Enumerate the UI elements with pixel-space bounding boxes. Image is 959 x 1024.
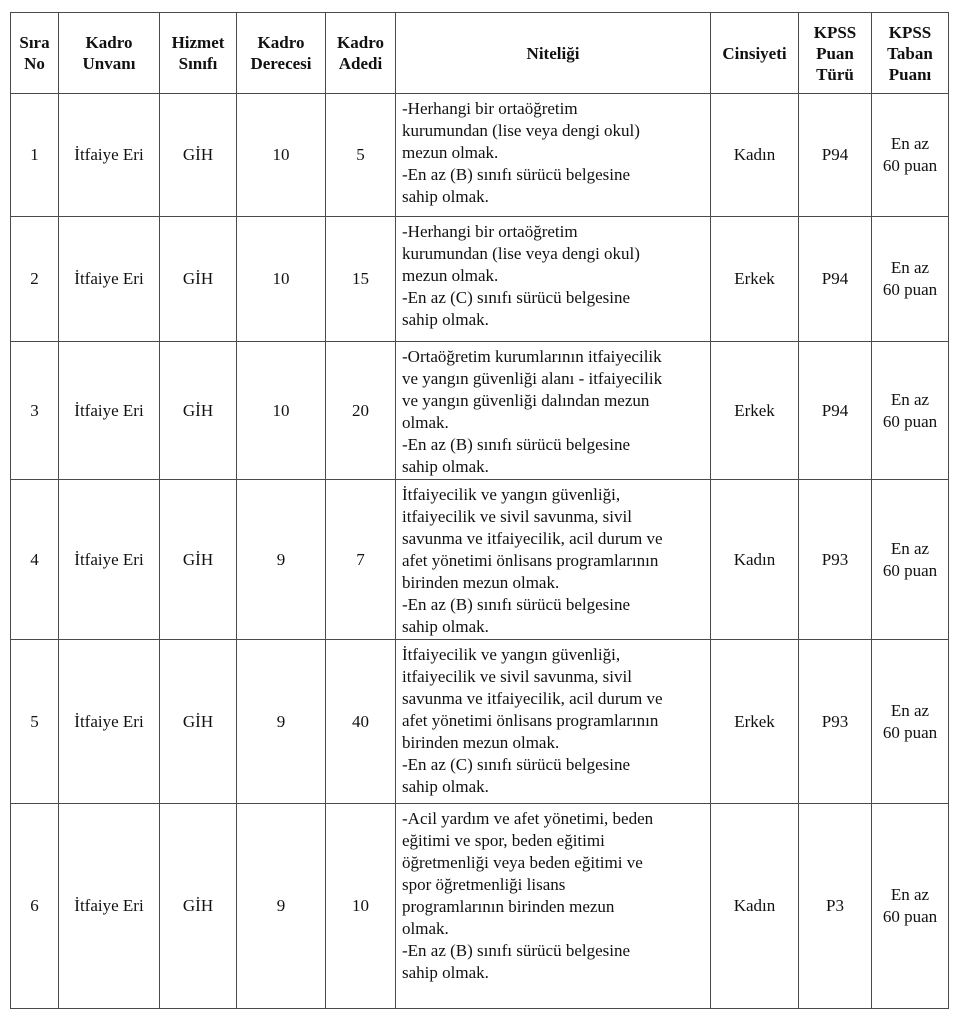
niteligi-line: itfaiyecilik ve sivil savunma, sivil [402, 667, 632, 686]
cell-kadro-adedi: 10 [326, 804, 396, 1009]
niteligi-line: -En az (C) sınıfı sürücü belgesine [402, 755, 631, 774]
header-row [11, 13, 949, 94]
niteligi-line: ve yangın güvenliği dalından mezun [402, 391, 650, 410]
cell-hizmet-sinifi: GİH [160, 480, 237, 640]
niteligi-line: afet yönetimi önlisans programlarının [402, 551, 659, 570]
header-niteligi: Niteliği [396, 13, 711, 94]
taban-puani-line: En az [890, 885, 930, 904]
cell-hizmet-sinifi: GİH [160, 217, 237, 342]
niteligi-line: birinden mezun olmak. [402, 733, 560, 752]
cell-sira-no: 6 [11, 804, 59, 1009]
cell-niteligi [396, 804, 711, 1009]
cell-kadro-unvani: İtfaiye Eri [59, 342, 160, 480]
niteligi-line: savunma ve itfaiyecilik, acil durum ve [402, 689, 663, 708]
cell-cinsiyeti: Erkek [711, 342, 799, 480]
cell-cinsiyeti: Kadın [711, 804, 799, 1009]
cell-sira-no: 3 [11, 342, 59, 480]
niteligi-line: sahip olmak. [402, 457, 489, 476]
niteligi-line: -En az (C) sınıfı sürücü belgesine [402, 288, 631, 307]
taban-puani-line: 60 puan [882, 411, 938, 431]
niteligi-line: programlarının birinden mezun [402, 897, 615, 916]
table-row [11, 342, 949, 480]
niteligi-line: -En az (B) sınıfı sürücü belgesine [402, 595, 631, 614]
table-row [11, 640, 949, 804]
taban-puani-line: En az [890, 134, 930, 153]
cell-kpss-taban-puani [872, 94, 949, 217]
cell-kadro-adedi: 7 [326, 480, 396, 640]
cell-kadro-adedi: 5 [326, 94, 396, 217]
header-kpss-puan-turu: KPSS Puan Türü [799, 13, 872, 94]
taban-puani-line: En az [890, 700, 930, 720]
cell-niteligi [396, 217, 711, 342]
niteligi-line: ve yangın güvenliği alanı - itfaiyecilik [402, 369, 663, 388]
cell-kadro-derecesi: 9 [237, 480, 326, 640]
cell-kadro-derecesi: 9 [237, 804, 326, 1009]
niteligi-line: -En az (B) sınıfı sürücü belgesine [402, 941, 631, 960]
table-row [11, 94, 949, 217]
cell-kpss-taban-puani [872, 480, 949, 640]
niteligi-line: öğretmenliği veya beden eğitimi ve [402, 853, 643, 872]
niteligi-line: sahip olmak. [402, 187, 489, 206]
header-kadro-adedi: Kadro Adedi [326, 13, 396, 94]
cell-kadro-derecesi: 10 [237, 94, 326, 217]
cell-kadro-unvani: İtfaiye Eri [59, 804, 160, 1009]
cell-kadro-unvani: İtfaiye Eri [59, 640, 160, 804]
taban-puani-line: 60 puan [882, 280, 938, 299]
kadro-table [10, 12, 949, 1009]
cell-sira-no: 5 [11, 640, 59, 804]
cell-sira-no: 4 [11, 480, 59, 640]
header-kadro-derecesi: Kadro Derecesi [237, 13, 326, 94]
niteligi-line: kurumundan (lise veya dengi okul) [402, 244, 640, 263]
cell-cinsiyeti: Kadın [711, 480, 799, 640]
header-cinsiyeti: Cinsiyeti [711, 13, 799, 94]
niteligi-line: İtfaiyecilik ve yangın güvenliği, [402, 485, 621, 504]
niteligi-line: mezun olmak. [402, 266, 499, 285]
table-row [11, 217, 949, 342]
cell-sira-no: 1 [11, 94, 59, 217]
cell-kpss-puan-turu: P3 [799, 804, 872, 1009]
cell-cinsiyeti: Erkek [711, 640, 799, 804]
niteligi-line: eğitimi ve spor, beden eğitimi [402, 831, 605, 850]
cell-hizmet-sinifi: GİH [160, 342, 237, 480]
niteligi-line: sahip olmak. [402, 777, 489, 796]
niteligi-line: -En az (B) sınıfı sürücü belgesine [402, 435, 631, 454]
taban-puani-line: En az [890, 258, 930, 277]
header-sira-no: Sıra No [11, 13, 59, 94]
cell-kadro-unvani: İtfaiye Eri [59, 217, 160, 342]
cell-niteligi [396, 640, 711, 804]
cell-hizmet-sinifi: GİH [160, 804, 237, 1009]
cell-kadro-derecesi: 10 [237, 217, 326, 342]
cell-kadro-derecesi: 10 [237, 342, 326, 480]
cell-niteligi [396, 94, 711, 217]
table-body [11, 94, 949, 1009]
niteligi-line: afet yönetimi önlisans programlarının [402, 711, 659, 730]
cell-kpss-taban-puani [872, 342, 949, 480]
niteligi-line: spor öğretmenliği lisans [402, 875, 566, 894]
header-hizmet-sinifi: Hizmet Sınıfı [160, 13, 237, 94]
niteligi-line: kurumundan (lise veya dengi okul) [402, 121, 640, 140]
niteligi-line: mezun olmak. [402, 143, 499, 162]
niteligi-line: savunma ve itfaiyecilik, acil durum ve [402, 529, 663, 548]
taban-puani-line: 60 puan [882, 722, 938, 742]
niteligi-line: sahip olmak. [402, 963, 489, 982]
cell-kpss-taban-puani [872, 217, 949, 342]
niteligi-line: sahip olmak. [402, 310, 489, 329]
table-row [11, 480, 949, 640]
header-kadro-unvani: Kadro Unvanı [59, 13, 160, 94]
cell-kadro-adedi: 20 [326, 342, 396, 480]
cell-kpss-puan-turu: P94 [799, 217, 872, 342]
cell-niteligi [396, 480, 711, 640]
niteligi-line: sahip olmak. [402, 617, 489, 636]
cell-kpss-puan-turu: P94 [799, 94, 872, 217]
cell-hizmet-sinifi: GİH [160, 640, 237, 804]
cell-sira-no: 2 [11, 217, 59, 342]
cell-kpss-puan-turu: P94 [799, 342, 872, 480]
cell-hizmet-sinifi: GİH [160, 94, 237, 217]
niteligi-line: -En az (B) sınıfı sürücü belgesine [402, 165, 631, 184]
cell-kadro-adedi: 15 [326, 217, 396, 342]
header-kpss-taban-puani: KPSS Taban Puanı [872, 13, 949, 94]
niteligi-line: itfaiyecilik ve sivil savunma, sivil [402, 507, 632, 526]
niteligi-line: -Herhangi bir ortaöğretim [402, 222, 578, 241]
cell-kpss-puan-turu: P93 [799, 480, 872, 640]
niteligi-line: -Herhangi bir ortaöğretim [402, 99, 578, 118]
niteligi-line: olmak. [402, 919, 449, 938]
cell-kpss-taban-puani [872, 640, 949, 804]
cell-kadro-derecesi: 9 [237, 640, 326, 804]
niteligi-line: olmak. [402, 413, 449, 432]
cell-niteligi [396, 342, 711, 480]
cell-kadro-unvani: İtfaiye Eri [59, 94, 160, 217]
niteligi-line: İtfaiyecilik ve yangın güvenliği, [402, 645, 621, 664]
taban-puani-line: 60 puan [882, 560, 938, 580]
cell-kadro-adedi: 40 [326, 640, 396, 804]
cell-cinsiyeti: Erkek [711, 217, 799, 342]
cell-kpss-puan-turu: P93 [799, 640, 872, 804]
niteligi-line: birinden mezun olmak. [402, 573, 560, 592]
table-row [11, 804, 949, 1009]
cell-cinsiyeti: Kadın [711, 94, 799, 217]
taban-puani-line: En az [890, 538, 930, 558]
taban-puani-line: En az [890, 389, 930, 409]
taban-puani-line: 60 puan [882, 907, 938, 926]
niteligi-line: -Ortaöğretim kurumlarının itfaiyecilik [402, 347, 662, 366]
cell-kadro-unvani: İtfaiye Eri [59, 480, 160, 640]
taban-puani-line: 60 puan [882, 156, 938, 175]
niteligi-line: -Acil yardım ve afet yönetimi, beden [402, 809, 654, 828]
cell-kpss-taban-puani [872, 804, 949, 1009]
